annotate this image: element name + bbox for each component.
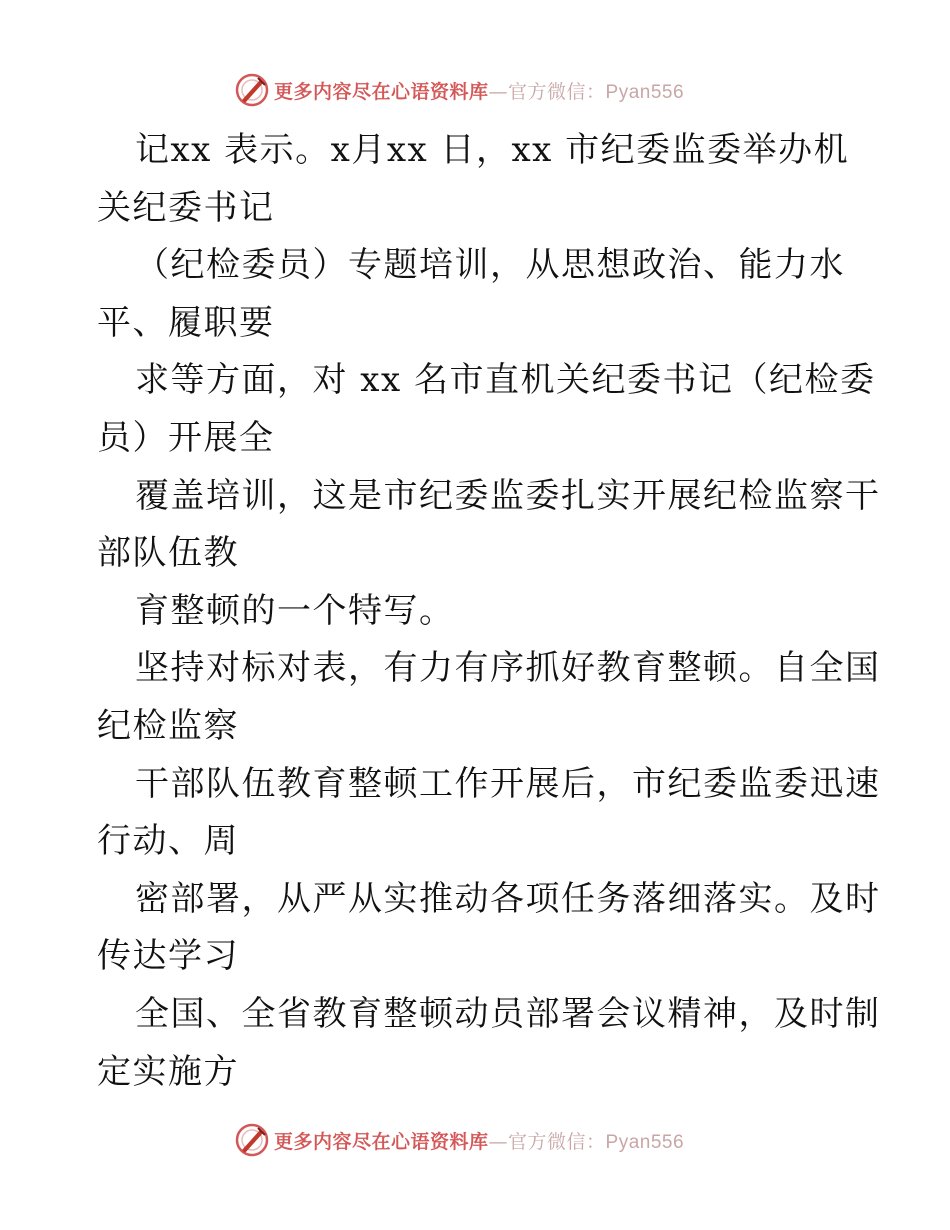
paragraph-line: 行动、周 <box>97 821 239 862</box>
paragraph-line: 平、履职要 <box>97 302 275 343</box>
banner-separator: — <box>488 80 509 103</box>
banner-wechat-handle: Pyan556 <box>605 1131 685 1153</box>
banner-wechat-handle: Pyan556 <box>605 81 685 103</box>
paragraph-line: 定实施方 <box>97 1051 239 1092</box>
paragraph <box>97 352 876 467</box>
banner-brand: 更多内容尽在心语资料库 <box>274 80 489 103</box>
paragraph <box>97 237 857 352</box>
paragraph <box>97 122 857 237</box>
paragraph-line: 部队伍教 <box>97 533 239 574</box>
paragraph-line: 员）开展全 <box>97 417 275 458</box>
paragraph-line: 干部队伍教育整顿工作开展后，市纪委监委迅速 <box>135 763 881 804</box>
paragraph-line: 密部署，从严从实推动各项任务落细落实。及时 <box>135 878 881 919</box>
paragraph-line: 全国、全省教育整顿动员部署会议精神，及时制 <box>135 993 881 1034</box>
banner-text <box>274 1127 684 1154</box>
header-banner <box>234 70 714 110</box>
footer-banner <box>234 1120 714 1160</box>
paragraph-line: 求等方面，对 xx 名市直机关纪委书记（纪检委 <box>135 360 876 401</box>
paragraph-line: 传达学习 <box>97 936 239 977</box>
banner-wechat-label: 官方微信： <box>508 1130 606 1153</box>
document-body <box>97 122 881 1101</box>
banner-separator: — <box>488 1130 509 1153</box>
paragraph-line: 纪检监察 <box>97 705 239 746</box>
quill-seal-icon <box>234 1122 270 1158</box>
paragraph-line: 坚持对标对表，有力有序抓好教育整顿。自全国 <box>135 648 881 689</box>
paragraph-line: 覆盖培训，这是市纪委监委扎实开展纪检监察干 <box>135 475 881 516</box>
paragraph <box>97 583 857 641</box>
paragraph <box>97 468 881 583</box>
paragraph-line: 记xx 表示。x月xx 日，xx 市纪委监委举办机 <box>135 130 850 170</box>
banner-wechat-label: 官方微信： <box>508 80 606 103</box>
paragraph <box>97 756 881 871</box>
paragraph <box>97 640 881 755</box>
paragraph <box>97 986 881 1101</box>
banner-brand: 更多内容尽在心语资料库 <box>274 1130 489 1153</box>
banner-text <box>274 77 684 104</box>
paragraph-line: （纪检委员）专题培训，从思想政治、能力水 <box>135 245 845 286</box>
paragraph <box>97 871 881 986</box>
paragraph-line: 关纪委书记 <box>97 187 275 228</box>
paragraph-line: 育整顿的一个特写。 <box>135 590 455 631</box>
quill-seal-icon <box>234 72 270 108</box>
